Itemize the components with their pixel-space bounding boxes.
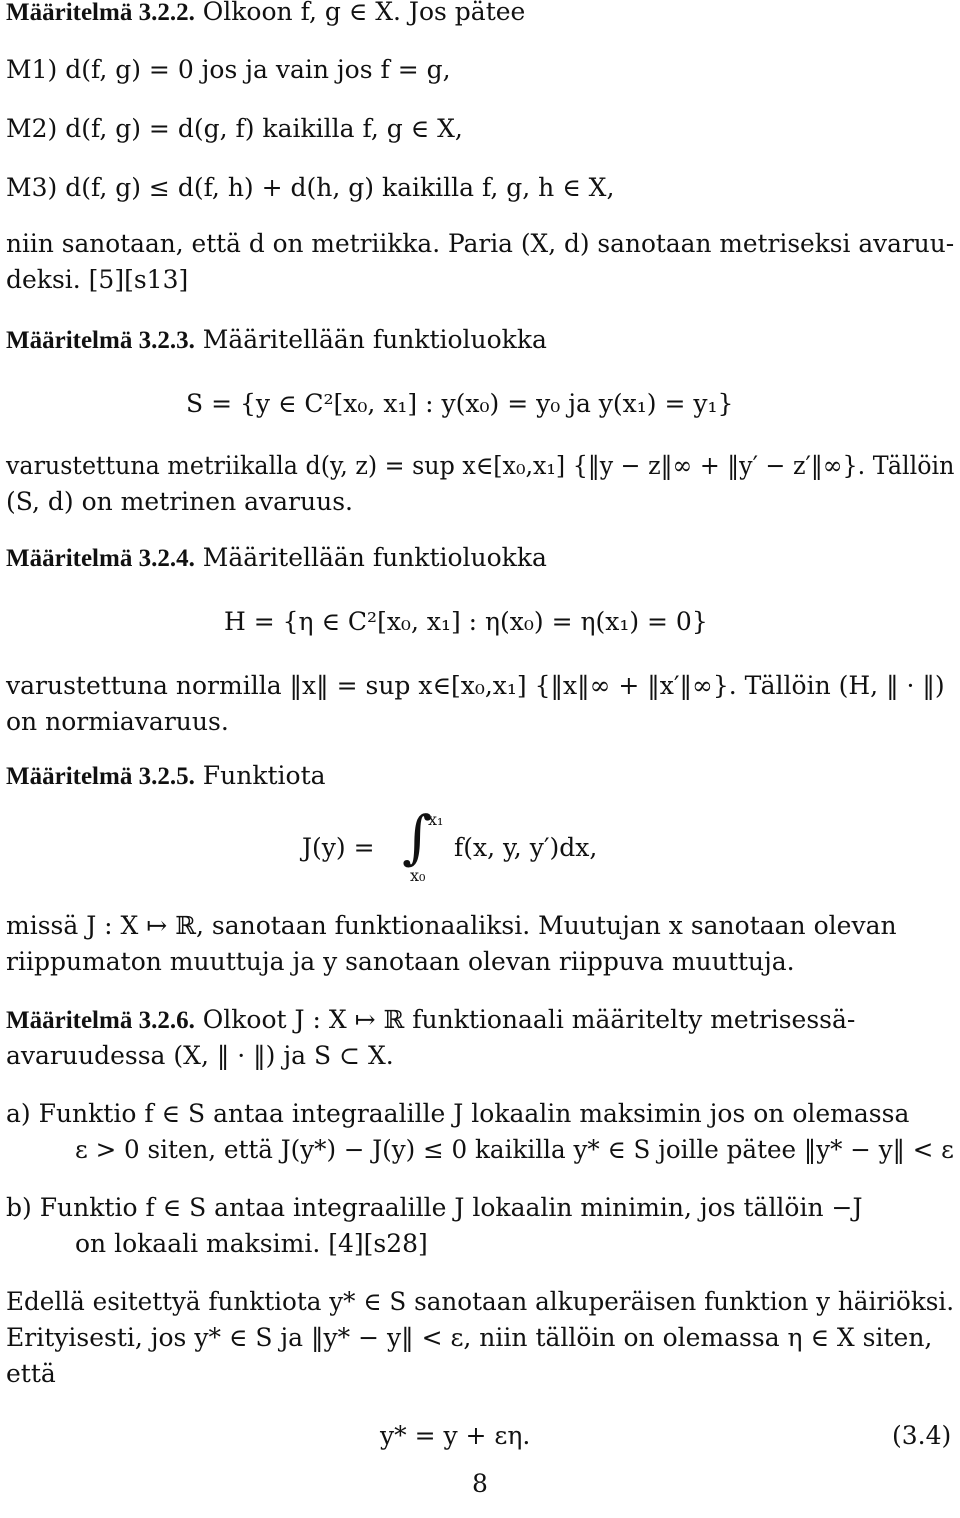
item-a-line-1: a) Funktio f ∈ S antaa integraalille J lokaalin maksimin jos on olemassa [6,1099,910,1128]
def-3-2-5-intro-line [6,758,326,795]
def-3-2-3-conclusion-line-1: varustettuna metriikalla d(y, z) = sup x∈[x₀,x₁] {‖y − z‖∞ + ‖y′ − z′‖∞}. Tällöin [6,451,955,480]
def-3-2-6-intro-1: Olkoot J : X ↦ ℝ funktionaali määritelty metrisessä- [202,1005,856,1034]
closing-line-2: Erityisesti, jos y* ∈ S ja ‖y* − y‖ < ε, niin tällöin on olemassa η ∈ X siten, [6,1323,933,1352]
def-3-2-2-conclusion-line-1: niin sanotaan, että d on metriikka. Paria (X, d) sanotaan metriseksi avaruu- [6,229,955,258]
def-3-2-2-conclusion-line-2: deksi. [5][s13] [6,265,189,294]
def-3-2-5-conclusion-line-1: missä J : X ↦ ℝ, sanotaan funktionaaliksi. Muutujan x sanotaan olevan [6,911,897,940]
integral-sign: ∫ [402,803,433,871]
def-3-2-3-heading: Määritelmä 3.2.3. [6,327,195,354]
item-a-line-2: ε > 0 siten, että J(y*) − J(y) ≤ 0 kaikilla y* ∈ S joille pätee ‖y* − y‖ < ε [75,1135,954,1164]
def-3-2-2-intro: Olkoon f, g ∈ X. Jos pätee [202,0,526,26]
integrand: f(x, y, y′)dx, [454,833,598,862]
def-3-2-3-formula: S = {y ∈ C²[x₀, x₁] : y(x₀) = y₀ ja y(x₁) = y₁} [186,389,734,418]
equation-3-4: y* = y + εη. [380,1421,531,1450]
def-3-2-4-formula: H = {η ∈ C²[x₀, x₁] : η(x₀) = η(x₁) = 0} [224,607,708,636]
axiom-m2: M2) d(f, g) = d(g, f) kaikilla f, g ∈ X, [6,114,463,143]
functional-lhs: J(y) = [302,833,375,862]
item-b-line-1: b) Funktio f ∈ S antaa integraalille J lokaalin minimin, jos tällöin −J [6,1193,863,1222]
def-3-2-3-intro-line [6,322,547,359]
def-3-2-6-intro-2: avaruudessa (X, ‖ · ‖) ja S ⊂ X. [6,1041,394,1070]
def-3-2-4-conclusion-line-1: varustettuna normilla ‖x‖ = sup x∈[x₀,x₁] {‖x‖∞ + ‖x′‖∞}. Tällöin (H, ‖ · ‖) [6,671,945,700]
def-3-2-4-intro: Määritellään funktioluokka [202,543,547,572]
def-3-2-6-intro-line [6,1002,855,1039]
item-b-line-2: on lokaali maksimi. [4][s28] [75,1229,428,1258]
def-3-2-4-conclusion-line-2: on normiavaruus. [6,707,229,736]
axiom-m3: M3) d(f, g) ≤ d(f, h) + d(h, g) kaikilla f, g, h ∈ X, [6,173,615,202]
def-3-2-5-heading: Määritelmä 3.2.5. [6,763,195,790]
closing-line-1: Edellä esitettyä funktiota y* ∈ S sanotaan alkuperäisen funktion y häiriöksi. [6,1287,955,1316]
def-3-2-3-conclusion-line-2: (S, d) on metrinen avaruus. [6,487,353,516]
def-3-2-2-heading: Määritelmä 3.2.2. [6,0,195,26]
closing-line-3: että [6,1359,56,1388]
page-number: 8 [472,1469,488,1498]
integral-lower-limit: x₀ [410,866,426,885]
def-3-2-5-intro: Funktiota [202,761,326,790]
def-3-2-3-intro: Määritellään funktioluokka [202,325,547,354]
def-3-2-4-heading: Määritelmä 3.2.4. [6,545,195,572]
equation-number: (3.4) [892,1421,952,1450]
integral-upper-limit: x₁ [428,810,444,829]
def-3-2-5-conclusion-line-2: riippumaton muuttuja ja y sanotaan olevan riippuva muuttuja. [6,947,795,976]
def-3-2-4-intro-line [6,540,547,577]
def-3-2-2-intro-line [6,0,525,31]
def-3-2-6-heading: Määritelmä 3.2.6. [6,1007,195,1034]
axiom-m1: M1) d(f, g) = 0 jos ja vain jos f = g, [6,55,451,84]
